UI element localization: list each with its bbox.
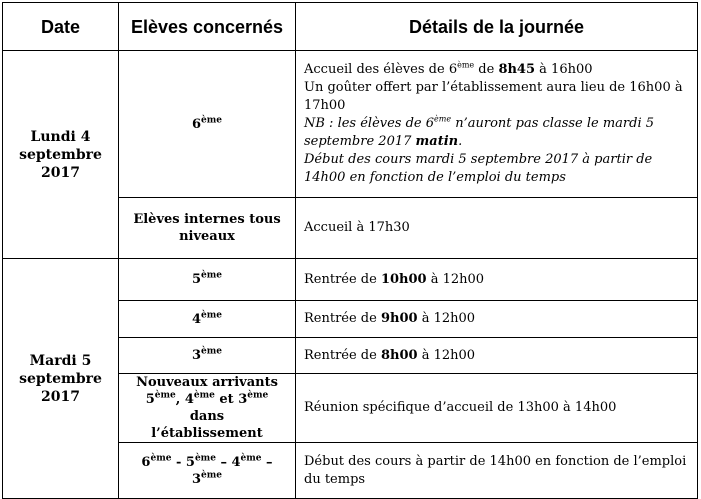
grade-number: 3 xyxy=(191,471,202,487)
details-text: à 12h00 xyxy=(417,311,476,326)
table-row xyxy=(3,259,698,301)
grade-suffix: ème xyxy=(457,60,475,70)
grade-suffix: ème xyxy=(194,453,216,464)
details-text: NB : les élèves de 6 xyxy=(304,116,435,131)
time-bold: 9h00 xyxy=(380,311,418,326)
grade-suffix: ème xyxy=(154,390,176,401)
details-cell xyxy=(296,259,698,301)
grade-suffix: ème xyxy=(201,470,223,481)
grade-suffix: ème xyxy=(201,346,223,357)
rentree-schedule-table xyxy=(2,2,698,499)
header-details: Détails de la journée xyxy=(296,3,698,51)
details-text: Rentrée de xyxy=(304,347,381,363)
grade-suffix: ème xyxy=(247,390,269,401)
header-row xyxy=(3,3,698,51)
separator: - xyxy=(171,454,186,470)
eleves-cell xyxy=(119,338,296,374)
header-eleves: Elèves concernés xyxy=(119,3,296,51)
matin-bold: matin xyxy=(415,134,459,149)
grade-number: 5 xyxy=(185,454,195,470)
details-line: Un goûter offert par l’établissement aura lieu de 16h00 à 17h00 xyxy=(304,80,683,113)
separator: et xyxy=(214,392,239,407)
grade-suffix: ème xyxy=(193,390,215,401)
details-text: n’auront pas classe le mardi 5 septembre 2017 xyxy=(304,116,655,149)
details-text: Accueil des élèves de 6 xyxy=(304,62,458,77)
table-row xyxy=(3,51,698,198)
time-bold: 10h00 xyxy=(380,271,427,287)
details-cell: Accueil à 17h30 xyxy=(296,198,698,259)
details-cell: Réunion spécifique d’accueil de 13h00 à 14h00 xyxy=(296,374,698,443)
separator: – xyxy=(215,454,232,470)
details-text: à 12h00 xyxy=(417,347,476,363)
grade-number: 4 xyxy=(191,311,202,327)
eleves-cell xyxy=(119,301,296,338)
grade-number: 6 xyxy=(191,116,202,132)
eleves-cell xyxy=(119,443,296,499)
grade-suffix: ème xyxy=(240,453,262,464)
grade-suffix: ème xyxy=(150,453,172,464)
header-date: Date xyxy=(3,3,119,51)
grade-number: 3 xyxy=(191,348,202,363)
grade-suffix: ème xyxy=(434,114,452,124)
eleves-cell xyxy=(119,374,296,443)
details-text: . xyxy=(458,134,463,149)
nb-note xyxy=(304,115,689,151)
grade-number: 6 xyxy=(141,454,151,470)
details-text: à 12h00 xyxy=(426,271,485,287)
grade-number: 4 xyxy=(184,392,194,407)
details-line: Début des cours mardi 5 septembre 2017 à partir de 14h00 en fonction de l’emploi du temps xyxy=(304,152,653,185)
separator: – xyxy=(261,454,273,470)
details-cell xyxy=(296,51,698,198)
time-bold: 8h45 xyxy=(498,62,536,77)
grade-number: 5 xyxy=(191,272,202,287)
details-text: Rentrée de xyxy=(304,271,381,287)
separator: dans xyxy=(189,409,225,424)
date-cell-mardi: Mardi 5 septembre 2017 xyxy=(3,259,119,499)
grade-suffix: ème xyxy=(201,270,223,281)
grade-number: 3 xyxy=(238,392,248,407)
details-text: Rentrée de xyxy=(304,311,381,326)
grade-suffix: ème xyxy=(201,310,223,321)
eleves-cell xyxy=(119,51,296,198)
eleves-line: l’établissement xyxy=(151,426,263,441)
details-cell xyxy=(296,301,698,338)
details-line xyxy=(304,61,689,79)
eleves-cell xyxy=(119,259,296,301)
grade-number: 4 xyxy=(231,454,241,470)
details-text: de xyxy=(474,62,499,77)
time-bold: 8h00 xyxy=(380,347,418,363)
eleves-line: Nouveaux arrivants xyxy=(136,375,278,390)
eleves-cell: Elèves internes tous niveaux xyxy=(119,198,296,259)
details-text: à 16h00 xyxy=(535,62,593,77)
details-cell: Début des cours à partir de 14h00 en fonction de l’emploi du temps xyxy=(296,443,698,499)
eleves-line xyxy=(127,391,287,425)
date-cell-lundi: Lundi 4 septembre 2017 xyxy=(3,51,119,259)
details-cell xyxy=(296,338,698,374)
separator: , xyxy=(175,392,185,407)
grade-suffix: ème xyxy=(201,115,223,126)
grade-number: 5 xyxy=(145,392,155,407)
